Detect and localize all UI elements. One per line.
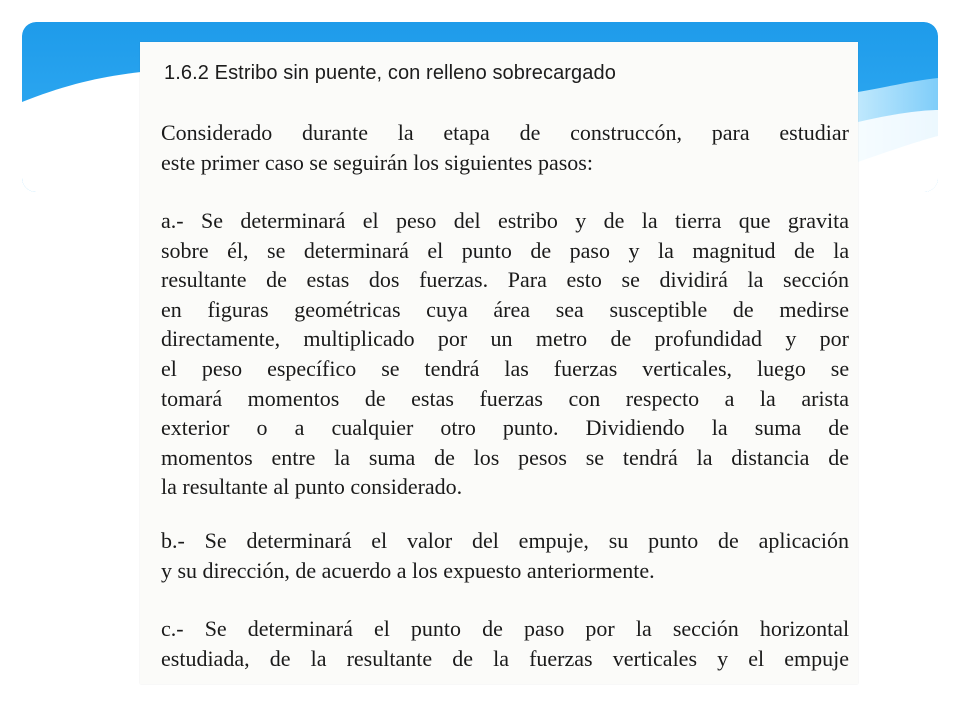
text-line: en figuras geométricas cuya área sea susceptible de medirse	[161, 296, 849, 322]
step-a-paragraph	[161, 206, 849, 502]
text-line: la resultante al punto considerado.	[161, 474, 463, 500]
text-line: c.- Se determinará el punto de paso por la sección horizontal	[161, 616, 850, 641]
text-line: Considerado durante la etapa de construccón, para estudiar	[161, 120, 850, 145]
text-line: exterior o a cualquier otro punto. Dividiendo la suma de	[161, 415, 849, 441]
text-line: tomará momentos de estas fuerzas con respecto a la arista	[161, 385, 849, 411]
text-line: y su dirección, de acuerdo a los expuesto anteriormente.	[161, 557, 655, 583]
text-line: b.- Se determinará el valor del empuje, su punto de aplicación	[161, 528, 849, 553]
section-heading: 1.6.2 Estribo sin puente, con relleno sobrecargado	[164, 62, 616, 84]
intro-paragraph	[161, 118, 849, 177]
step-c-paragraph	[161, 614, 849, 673]
text-line: estudiada, de la resultante de la fuerzas verticales y el empuje	[161, 645, 849, 671]
text-line: este primer caso se seguirán los siguientes pasos:	[161, 149, 593, 175]
scanned-page	[140, 42, 858, 684]
text-line: directamente, multiplicado por un metro de profundidad y por	[161, 326, 849, 352]
text-line: momentos entre la suma de los pesos se tendrá la distancia de	[161, 444, 849, 470]
text-line: a.- Se determinará el peso del estribo y de la tierra que gravita	[161, 208, 849, 233]
text-line: resultante de estas dos fuerzas. Para esto se dividirá la sección	[161, 267, 849, 293]
text-line: el peso específico se tendrá las fuerzas verticales, luego se	[161, 355, 850, 381]
step-b-paragraph	[161, 526, 849, 585]
text-line: sobre él, se determinará el punto de paso y la magnitud de la	[161, 237, 850, 263]
